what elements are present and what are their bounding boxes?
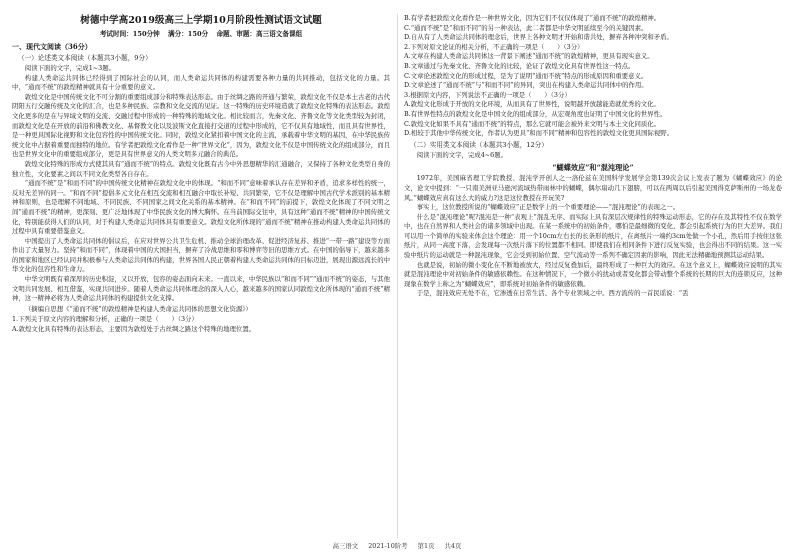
reading-instruction: 阅读下面的文字，完成1~3题。 [24,64,115,72]
footer-subject: 高三语文 [332,542,359,550]
question-2-option-a: A.文章在构建人类命运共同体这一背景下阐述“通而不统”的敦煌精神，更具有现实意义。 [404,52,654,61]
question-1-option-d: D.自从有了人类命运共同体的理念后，世界上各种文明才开始和谐共处，摒弃各种冲突和矛盾。 [404,33,673,42]
question-2-stem: 2.下列对原文论证的相关分析，不正确的一项是（ ）（3分） [404,42,584,51]
footer-page: 第1页 [417,542,435,550]
passage-paragraph: 敦煌文化是中国传统文化不可分割的重要组成部分和特殊表达形态。由于丝绸之路的开通与繁荣，敦煌文化不仅是本土古老的古代阴阳五行交融传统及文化的汇合，也是多种民族、宗教和文化交流的见证。这一特殊的历史环境造就了敦煌文化特殊的表达形态。敦煌文化更多的是在与异域文明的交流、交融过程中形成的一种特殊的地域文化。相比较而言，先秦文化、齐鲁文化等文化类型较为封闭，而敦煌文化是在开放的前沿和佛教文化、基督教文化以及波斯文化直接打交道的过程中形成的，它不仅具有地域性，而且具有世界性，是一种更具国际化视野和文化包容性的中国传统文化。同时，敦煌文化紧扣着中国文化的主流，承载着中华文明的基因，在中华民族传统文化中占据着重要而独特的地位。有学者把敦煌文化看作是一种“世界文化”，因为，敦煌文化不仅是中国传统文化的组成部分，而且也是世界文化中的重要组成部分，更是具有世界意义的人类文明多元融合的典范。 [12,92,390,159]
part1-heading: （一）论述类文本阅读（本题共3小题，9分） [18,54,152,62]
footer-total: 共4页 [444,542,462,550]
footer-term: 2021-10阶考 [368,542,408,550]
column-divider [397,14,398,538]
question-3-option-b: B.有世界性特点的敦煌文化是中国文化的组成部分，从宏观角度也证明了中国文化的世界性。 [404,109,667,118]
passage-paragraph: “通而不统”是“和而不同”的中国传统文化精神在敦煌文化中的体现。“和而不同”意味着承认存在差异和矛盾，追求多样性的统一，反对无差异的同一。“和而不同”提倡多元文化在相互交流和相互融合中取长补短、共同繁荣，它不仅是理解中国古代学术派别的基本精神和原则，也是理解不同地域、不同民族、不同国家之间文化关系的基本精神。在“和而不同”的前提下，敦煌文化体现了不同文明之间“通而不统”的精神，更深刻、更广泛地体现了中华民族文化的博大胸怀。在当前国际交往中，具有这种“通而不统”精神的中国传统文化，特别能获得人们的认同，对于构建人类命运共同体具有重要意义。敦煌文化所体现的“通而不统”精神在推动构建人类命运共同体的过程中具有重要借鉴意义。 [12,179,390,236]
question-2-option-b: B.文章通过与先秦文化、齐鲁文化的比较，论证了敦煌文化具有世界性这一特点。 [404,61,635,70]
passage-source: （摘编自思想《“通而不统”的敦煌精神是构建人类命运共同体的思想文化资源》） [24,304,252,313]
exam-authors: 命题、审题：高三语文备课组 [216,30,303,38]
question-3-stem: 3.根据原文内容，下列说法不正确的一项是（ ）（3分） [404,90,571,99]
question-1-option-c: C.“通而不统”是“和而不同”的另一种表达，此二者都是中华文明延续至今的关键因素。 [404,23,648,32]
right-column [404,14,782,299]
question-3-option-a: A.敦煌文化形成于开放的文化环境，从而具有了世界性，说明越开放越能造就优秀的文化。 [404,100,660,109]
article-paragraph: 事实上，这位教授所说的“蝴蝶效应”正是数学上的一个重要理论——“混沌理论”的表现之一。 [416,203,680,212]
part2-heading: （二）实用类文本阅读（本题共3小题，12分） [410,140,548,149]
question-1-stem: 1.下列关于原文内容的理解和分析，正确的一项是（ ）（3分） [12,315,198,324]
article-paragraph: 1972年，美国麻省理工学院教授、混沌学开创人之一洛伦兹在美国科学发展学会第139次会议上发表了题为《蝴蝶效应》的论文，论文中提到：“一只南美洲亚马逊河流域热带雨林中的蝴蝶，偶尔扇动几下翅膀，可以在两周以后引起美国得克萨斯州的一场龙卷风。”蝴蝶效应真有这么大的威力?这是这位教授在开玩笑? [404,174,782,202]
question-3-option-d: D.相较于其他中华传统文化，作者认为更具“和而不同”精神和包容性的敦煌文化更具国际视野。 [404,129,674,138]
question-1-option-a: A.敦煌文化具有特殊的表达形态，主要因为敦煌处于古丝绸之路这个特殊的地理位置。 [12,325,256,334]
left-column [12,14,390,335]
page-footer [0,542,794,551]
article-paragraph: 也就是说，初始的微小变化在不断地被放大，经过反复叠加后，最终形成了一种巨大的效应。在这个意义上，蝴蝶效应说明的其实就是混沌理论中对初始条件的敏感依赖性。在这种情况下，一个微小的扰动或者变化都会带动整个系统的长期的巨大的连锁反应，这种现象在数学上称之为“蝴蝶效应”，即系统对初始条件的敏感依赖。 [404,260,782,288]
passage-paragraph: 中华文明既有着深厚的历史积淀，又以开放、包容的姿态面向未来。一直以来，中华民族以“和而不同”“通而不统”的姿态，与其他文明共同发展、相互借鉴，实现共同进步。随着人类命运共同体理念的深入人心，越来越多的国家认同敦煌文化所体现的“通而不统”精神，这一精神必将为人类命运共同体的构建提供文化支撑。 [12,275,390,303]
question-2-option-d: D.文章论述了“通而不统”与“和而不同”的异同，突出在构建人类命运共同体中的作用。 [404,81,648,90]
question-3-option-c: C.敦煌文化如果不具有“通而不统”的特点，那么它就可能会被外来文明与本土文化同质化。 [404,119,661,128]
question-2-option-c: C.文章论述敦煌文化的形成过程，是为了说明“通而不统”特点的形成原因和重要意义。 [404,71,648,80]
question-1-option-b: B.有学者把敦煌文化看作是一种世界文化，因为它们不仅仅体现了“通而不统”的敦煌精神。 [404,14,661,22]
section-heading: 一、现代文阅读（36分） [12,42,92,51]
exam-info [12,29,390,39]
article-paragraph: 于是，混沌效应无处不在，它渗透在日常生活、各个专业领域之中。西方流传的一首民谣说：“丢 [416,289,689,298]
exam-title: 树德中学高2019级高三上学期10月阶段性测试语文试题 [80,15,322,26]
reading-instruction-2: 阅读下面的文字，完成4~6题。 [416,150,507,159]
exam-score: 满分：150分 [168,30,209,38]
passage-paragraph: 中国提出了人类命运共同体的倡议后，在应对世界公共卫生危机、推动全球治理改革、促进经济复苏、推进“一带一路”建设等方面作出了大量努力。坚持“和而不同”，体现着中国的大国担当，摒弃了冷战思维和零和博弈等旧的思维方式。在中国的倡导下，越来越多的国家和地区已经认同并积极参与人类命运共同体的构建，世界各国人民正朝着构建人类命运共同体的目标迈进，展现出源远流长的中华文化的包容性和生命力。 [12,236,390,274]
passage-paragraph: 敦煌文化特殊的形成方式使其具有“通而不统”的特点。敦煌文化既有古今中外思想精华的汇通融合，又保持了各种文化类型自身的独立性，文化要素之间以不同文化类型各自存在。 [12,159,390,178]
article-paragraph: 什么是“混沌理论”呢?混沌是一种“表观上”混乱无序、而实际上具有深层次规律性的特殊运动形态，它的存在及其特性不仅在数学中，也在自然界和人类社会的诸多领域中出现。在某一系统中的初始条件，哪怕是最细微的变化，都会引起系统行为的巨大差异。我们可以用一个简单的实验来体会这个理论：用一个10cm左右长的长条形的纸片，在离纸片一端约3cm处做一个小孔，然后用手按住这张纸片，从同一高度下落，会发现每一次纸片落下的位置都不相同。即使我们在相同条件下进行反复实验，也会得出不同的结果。这一实验中纸片的运动就是一种混沌现象，它会受到初始位置、空气流动等一系列不确定因素的影响，因此无法精确地预测其运动结果。 [404,212,782,260]
article-title: “蝴蝶效应”和“混沌理论” [552,163,634,173]
exam-time: 考试时间：150分钟 [99,30,160,38]
passage-paragraph: 构建人类命运共同体已经得到了国际社会的认同，而人类命运共同体的构建需要各种力量的共同推动，包括文化的力量。其中，“通而不统”的敦煌精神就具有十分重要的意义。 [12,73,390,92]
